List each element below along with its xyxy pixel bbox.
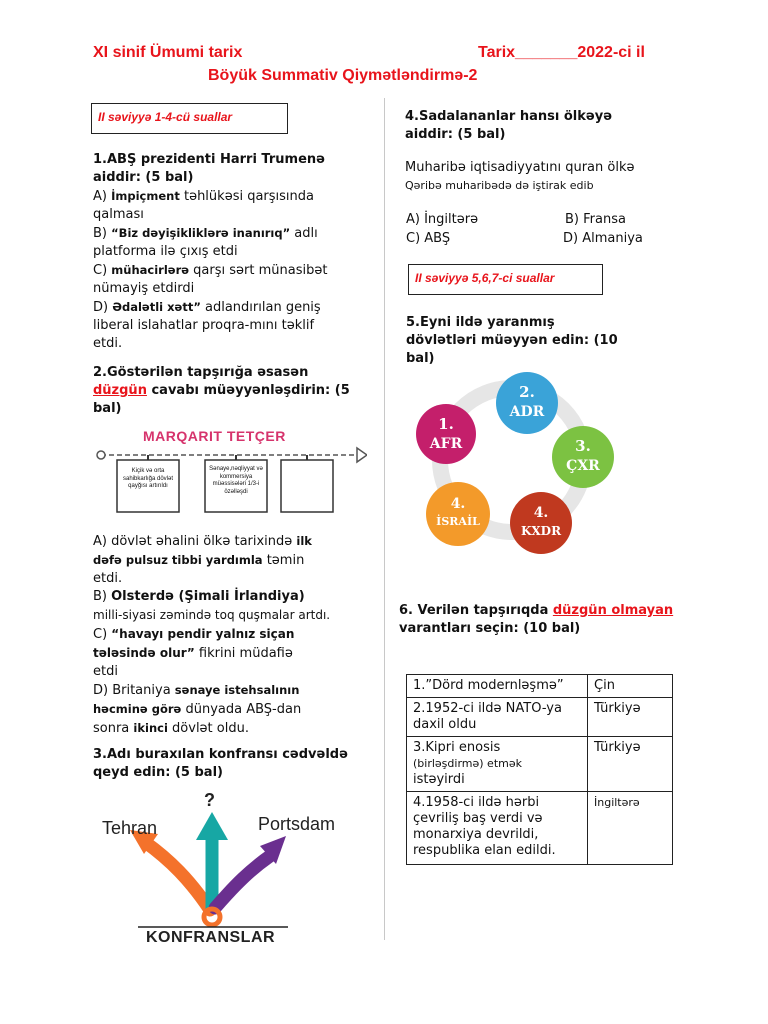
q4-option-a: A) İngiltərə — [406, 212, 479, 227]
states-diagram — [410, 368, 620, 556]
q1-option-d: D) Ədalətli xətt” adlandırılan geniş liberal islahatlar proqra-mını təklif etdi. — [93, 300, 321, 351]
label-konfranslar: KONFRANSLAR — [146, 929, 276, 946]
q1-title: 1.ABŞ prezidenti Harri Trumenə aiddir: (5 bal) — [93, 152, 325, 185]
header-date: Tarix_______2022-ci il — [478, 44, 645, 61]
column-divider — [384, 98, 385, 940]
table-row — [407, 698, 673, 737]
q4-option-c: C) ABŞ — [406, 231, 451, 246]
q4-item-2: Qəribə muharibədə də iştirak edib — [405, 179, 594, 192]
q1-option-c: C) mühacirlərə qarşı sərt münasibət nümayiş etdirdi — [93, 263, 328, 296]
q6-row-3-right: Türkiyə — [588, 737, 673, 792]
circle-israil-name: İSRAİL — [436, 515, 480, 528]
q3-title: 3.Adı buraxılan konfransı cədvəldə qeyd edin: (5 bal) — [93, 747, 348, 780]
q4-item-1: Muharibə iqtisadiyyatını quran ölkə — [405, 160, 635, 175]
q1-option-b: B) “Biz dəyişikliklərə inanırıq” adlı platforma ilə çıxış etdi — [93, 226, 318, 259]
q6-row-2-left: 2.1952-ci ildə NATO-ya daxil oldu — [407, 698, 588, 737]
conference-diagram — [100, 790, 340, 950]
thatcher-timeline — [95, 424, 367, 516]
circle-cxr — [552, 426, 614, 488]
q6-row-4-left: 4.1958-ci ildə hərbi çevriliş baş verdi və monarxiya devrildi, respublika elan edildi. — [407, 792, 588, 865]
table-row — [407, 737, 673, 792]
circle-kxdr-num: 4. — [533, 505, 549, 521]
timeline-title: MARQARIT TETÇER — [143, 428, 286, 444]
q2-option-c: C) “havayı pendir yalnız siçan tələsində olur” fikrini müdafiə etdi — [93, 627, 295, 679]
q6-row-3-left: 3.Kipri enosis (birləşdirmə) etmək istəyirdi — [407, 737, 588, 792]
circle-afr — [416, 404, 476, 464]
circle-kxdr — [510, 492, 572, 554]
q2-options — [93, 532, 373, 738]
q2-title: 2.Göstərilən tapşırığa əsasən düzgün cavabı müəyyənləşdirin: (5 bal) — [93, 365, 350, 416]
q5-title: 5.Eyni ildə yaranmış dövlətləri müəyyən edin: (10 bal) — [406, 315, 618, 366]
q4-option-d: D) Almaniya — [563, 231, 643, 246]
q2-option-d: D) Britaniya sənaye istehsalının həcminə görə dünyada ABŞ-dan sonra ikinci dövlət oldu. — [93, 683, 302, 736]
label-portsdam: Portsdam — [258, 814, 336, 834]
q6-row-2-right: Türkiyə — [588, 698, 673, 737]
circle-adr — [496, 372, 558, 434]
section-label-2: II səviyyə 5,6,7-ci suallar — [408, 264, 603, 295]
q6-table — [406, 674, 673, 865]
circle-afr-name: AFR — [429, 436, 463, 452]
q6-row-1-left: 1.”Dörd modernləşmə” — [407, 675, 588, 698]
q4-option-b: B) Fransa — [565, 212, 626, 227]
label-tehran: Tehran — [102, 818, 158, 838]
circle-afr-num: 1. — [438, 415, 454, 433]
timeline-card-2: Sənaye,nəqliyyat və kommersiya müəssisələri 1/3-i özəlləşdi — [209, 466, 263, 495]
circle-kxdr-name: KXDR — [520, 524, 562, 538]
section-label-1: II səviyyə 1-4-cü suallar — [91, 103, 288, 134]
circle-israil — [426, 482, 490, 546]
circle-cxr-num: 3. — [575, 437, 591, 455]
question-1 — [93, 151, 363, 353]
circle-israil-num: 4. — [450, 496, 466, 512]
page-title: Böyük Summativ Qiymətləndirmə-2 — [208, 67, 478, 84]
circle-cxr-name: ÇXR — [566, 458, 600, 474]
circle-adr-num: 2. — [519, 383, 535, 401]
q6-row-1-right: Çin — [588, 675, 673, 698]
question-mark: ? — [204, 790, 215, 810]
q4-title: 4.Sadalananlar hansı ölkəyə aiddir: (5 bal) — [405, 109, 613, 142]
circle-adr-name: ADR — [509, 404, 545, 420]
header-subject: XI sinif Ümumi tarix — [93, 44, 243, 61]
q4-items — [405, 158, 685, 194]
table-row — [407, 675, 673, 698]
q1-option-a: A) İmpiçment təhlükəsi qarşısında qalması — [93, 189, 314, 222]
table-row — [407, 792, 673, 865]
q6-row-4-right: İngiltərə — [588, 792, 673, 865]
q6-title: 6. Verilən tapşırıqda düzgün olmayan varantları seçin: (10 bal) — [399, 603, 674, 636]
timeline-card-1: Kiçik və orta sahibkarlığa dövlət qayğısı artırıldı — [122, 468, 174, 489]
q2-option-b: B) Olsterdə (Şimali İrlandiya) milli-siyasi zəmində toq quşmalar artdı. — [93, 589, 331, 622]
q2-option-a: A) dövlət əhalini ölkə tarixində ilk dəfə pulsuz tibbi yardımla təmin etdi. — [93, 534, 312, 586]
